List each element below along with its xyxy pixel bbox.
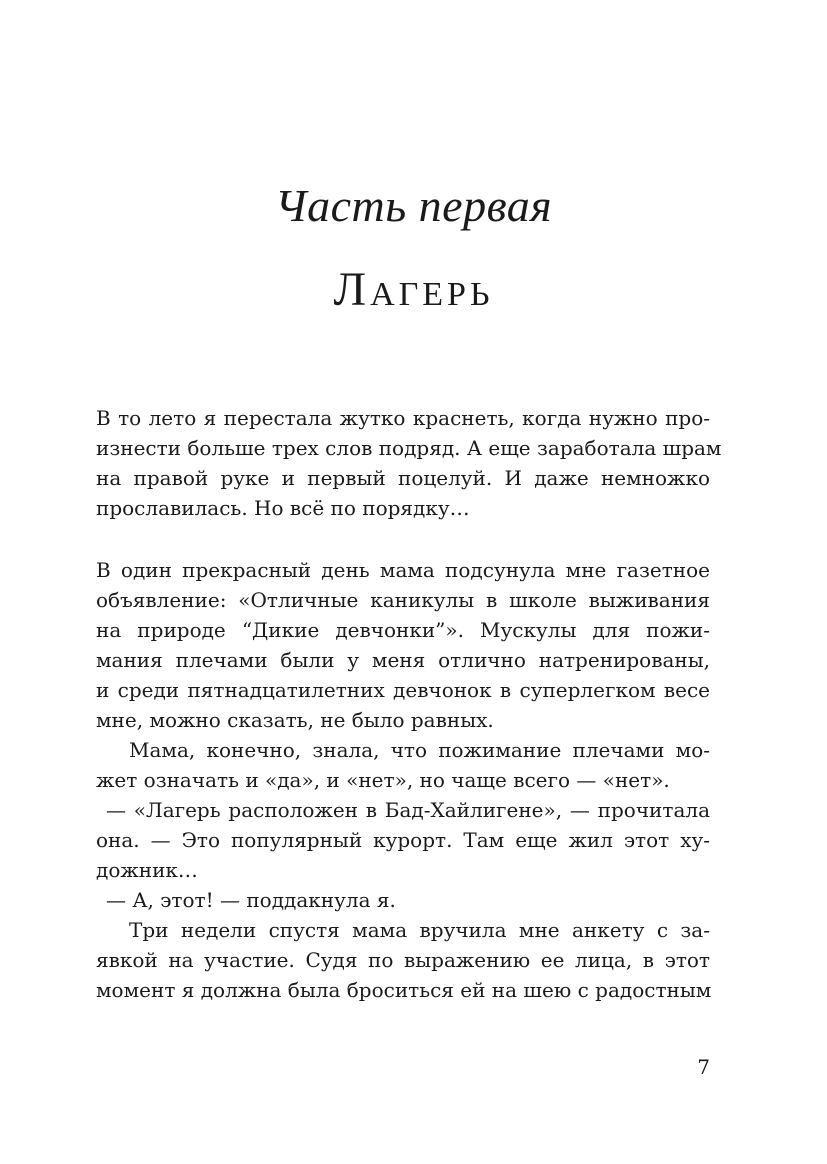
paragraph-main <box>96 555 710 1005</box>
chapter-title: Лагерь <box>333 263 494 316</box>
part-title: Часть первая <box>274 180 553 231</box>
text-line: на природе “Дикие девчонки”». Мускулы для пожи- <box>96 618 710 642</box>
text-line: изнести больше трех слов подряд. А еще заработала шрам <box>96 436 722 460</box>
text-line: Мама, конечно, знала, что пожимание плечами мо- <box>129 738 710 762</box>
paragraph-opening <box>96 403 722 523</box>
text-line: и среди пятнадцатилетних девчонок в суперлегком весе <box>96 678 710 702</box>
text-line: мне, можно сказать, не было равных. <box>96 708 494 732</box>
text-line: В один прекрасный день мама подсунула мне газетное <box>96 558 710 582</box>
text-line: — «Лагерь расположен в Бад-Хайлигене», — прочитала <box>106 798 710 822</box>
text-line: на правой руке и первый поцелуй. И даже немножко <box>96 466 710 490</box>
text-line: мания плечами были у меня отлично натренированы, <box>96 648 710 672</box>
text-line: В то лето я перестала жутко краснеть, когда нужно про- <box>96 406 710 430</box>
text-line: — А, этот! — поддакнула я. <box>106 888 396 912</box>
text-line: жет означать и «да», и «нет», но чаще всего — «нет». <box>96 768 670 792</box>
text-line: момент я должна была броситься ей на шею с радостным <box>96 978 712 1002</box>
text-line: Три недели спустя мама вручила мне анкету с за- <box>129 918 710 942</box>
text-line: дожник… <box>96 858 198 882</box>
page-number: 7 <box>697 1055 710 1079</box>
text-line: она. — Это популярный курорт. Там еще жил этот ху- <box>96 828 710 852</box>
text-line: явкой на участие. Судя по выражению ее лица, в этот <box>96 948 710 972</box>
text-line: прославилась. Но всё по порядку… <box>96 496 470 520</box>
text-line: объявление: «Отличные каникулы в школе выживания <box>96 588 710 612</box>
